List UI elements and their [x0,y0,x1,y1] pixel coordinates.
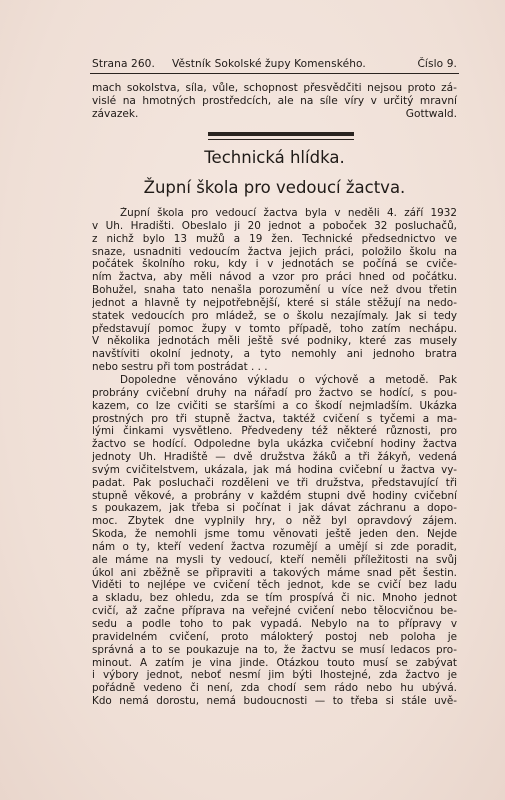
separator-rule-thick [208,132,354,136]
body-line: ním žactva, aby měli návod a vzor pro práci hned od počátku. [92,271,457,284]
body-line: počátek školního roku, kdy i v jednotách se počíná se cviče- [92,258,457,271]
body-line: V několika jednotách měli ještě své podniky, které zas musely [92,335,457,348]
body-line: Škoda, že nemohli jsme tomu věnovati ještě jeden den. Nejde [92,528,457,541]
body-line: snaze, usnadniti vedoucím žactva jejich práci, položilo školu na [92,245,457,258]
body-line: jednot a hlavně ty nejpotřebnější, které si stále stěžují na nedo- [92,296,457,309]
body-line: jednoty Uh. Hradiště — dvě družstva žáků a tři žákyň, vedená [92,451,457,464]
body-line: minout. A zatím je vina jinde. Otázkou touto musí se zabývat [92,656,457,669]
body-line: sedu a podle toho to pak vypadá. Nebylo na to přípravy v [92,618,457,630]
section-title: Technická hlídka. [204,148,345,167]
text-line-last [92,108,457,121]
body-line: úkol ani zběžně se připraviti a takových máme snad pět šestin. [92,566,457,579]
body-line: nebo sestru při tom postrádat . . . [92,361,268,374]
body-line: svým cvičitelstvem, ukázala, jak má hodina cvičební u žactva vy- [92,463,457,476]
journal-name: Věstník Sokolské župy Komenského. [172,58,366,70]
body-line: Viděti to nejlépe ve cvičení těch jednot, kde se cvičí bez ladu [92,579,457,592]
body-line: z nichž bylo 13 mužů a 19 žen. Technické předsednictvo ve [92,232,457,245]
body-line: pořádně vedeno či není, zda chodí sem rádo nebo hu ubývá. [92,682,457,695]
body-line: padat. Pak posluchači rozděleni ve tři družstva, představující tři [92,476,457,489]
body-line: s poukazem, jak třeba si počínat i jak dávat záchranu a dopo- [92,502,457,515]
body-line: moc. Zbytek dne vyplnily hry, o něž byl opravdový zájem. [92,515,457,528]
author-signature: Gottwald. [405,108,457,120]
body-line: i výbory jednot, neboť nesmí jim býti lhostejné, zda žactvo je [92,669,457,682]
body-line: kazem, co lze cvičiti se staršími a co škodí nejmladším. Ukázka [92,399,457,412]
separator-rule-thin [208,139,354,140]
body-line: stupně věkové, a probrány v každém stupni dvě hodiny cvičební [92,489,457,502]
body-line: navštíviti okolní jednoty, a tyto nemohly ani jednoho bratra [92,348,457,361]
body-line: pravidelném cvičení, proto málokterý postoj neb poloha je [92,630,457,643]
page-number: Strana 260. [92,58,155,70]
body-line: a skladu, bez ohledu, zda se tím prospívá či nic. Mnoho jednot [92,592,457,605]
body-line: lými činkami vysvětleno. Předvedeny též některé různosti, pro [92,425,457,438]
body-line: ale máme na mysli ty vedoucí, kteří neměli příležitosti na svůj [92,553,457,566]
article-title: Župní škola pro vedoucí žactva. [143,178,406,197]
text-line: mach sokolstva, síla, vůle, schopnost přesvědčiti nejsou proto zá- [92,82,457,94]
body-line: statek vedoucích pro mládež, se o školu nezajímaly. Jak si tedy [92,309,457,322]
text-line: vislé na hmotných prostředcích, ale na síle víry v určitý mravní [92,95,457,107]
previous-article-ending [92,82,457,121]
issue-number: Číslo 9. [417,58,457,70]
body-line: v Uh. Hradišti. Obeslalo ji 20 jednot a poboček 32 posluchačů, [92,219,457,232]
body-line: představují pomoc župy v tomto případě, toho zatím nechápu. [92,322,457,335]
body-line: probrány cvičební druhy na nářadí pro žactvo se hodící, s pou- [92,386,457,399]
body-line: žactvo se hodící. Odpoledne byla ukázka cvičební hodiny žactva [92,438,457,451]
body-line: správná a to se poukazuje na to, že žactvu se musí ledacos pro- [92,643,457,656]
body-line: Kdo nemá dorostu, nemá budoucnosti — to třeba si stále uvě- [92,695,457,708]
article-body [92,207,457,708]
body-line: cvičí, až začne příprava na veřejné cvičení nebo tělocvičnou be- [92,605,457,618]
body-line: prostných pro tři stupně žactva, taktéž cvičení s tyčemi a ma- [92,412,457,425]
body-line: Bohužel, snaha tato nenašla porozumění u více než dvou třetin [92,284,457,297]
text-line: závazek. [92,108,139,120]
header-rule [90,73,459,74]
body-line: nám o ty, kteří vedení žactva rozumějí a umějí si zde poradit, [92,540,457,553]
body-line: Župní škola pro vedoucí žactva byla v neděli 4. září 1932 [120,207,457,219]
body-line: Dopoledne věnováno výkladu o výchově a metodě. Pak [120,373,457,386]
